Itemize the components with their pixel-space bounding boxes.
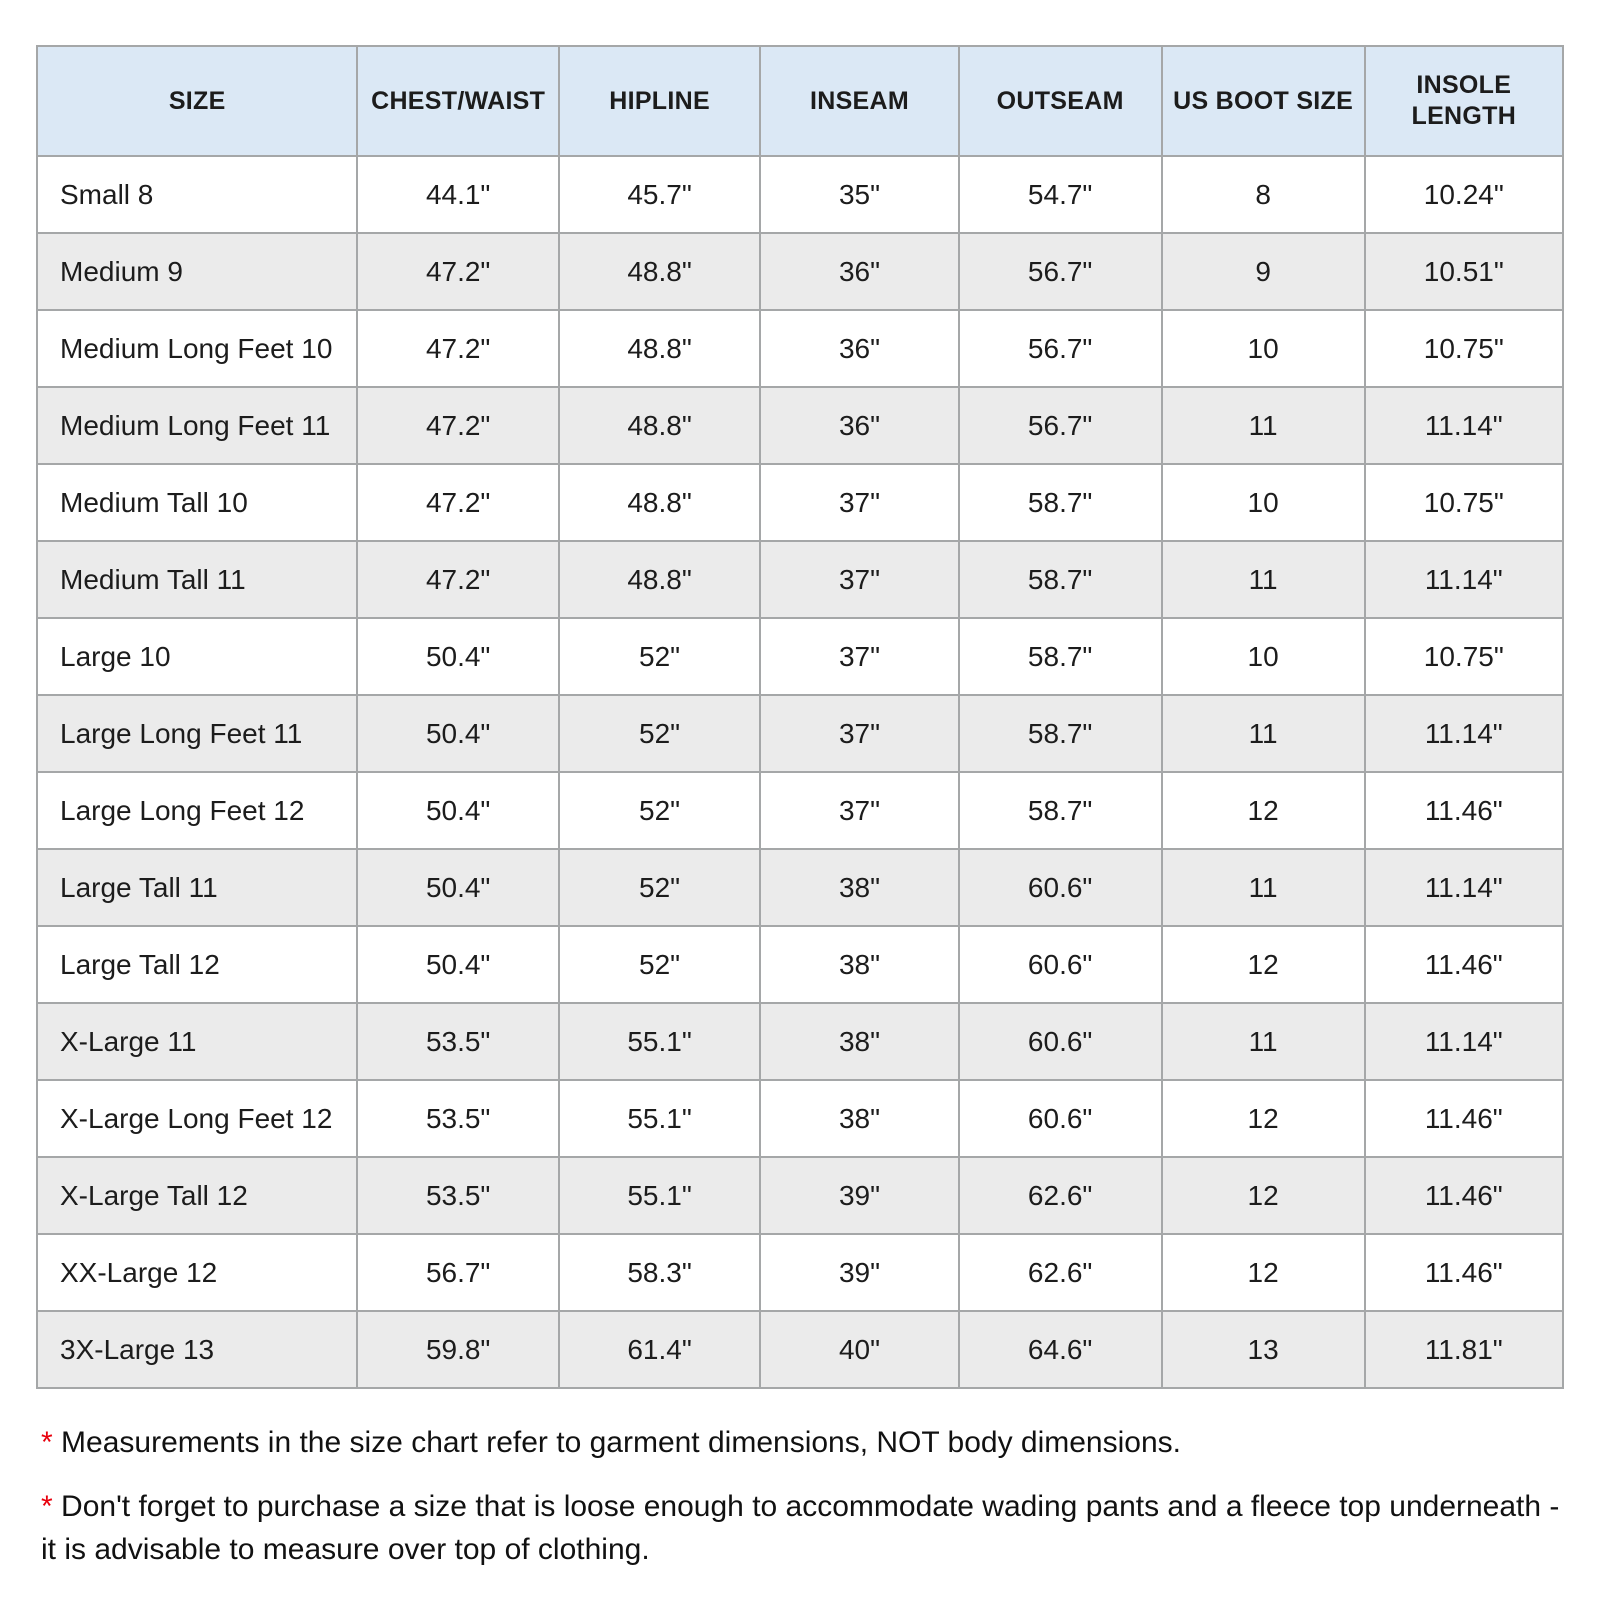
measurement-cell: 10.75" <box>1365 618 1563 695</box>
asterisk-marker: * <box>41 1489 53 1523</box>
measurement-cell: 37" <box>760 695 958 772</box>
measurement-cell: 55.1" <box>559 1157 760 1234</box>
table-row <box>37 849 1563 926</box>
measurement-cell: 50.4" <box>357 849 558 926</box>
footnote <box>41 1485 1565 1572</box>
table-row <box>37 387 1563 464</box>
column-header-hipline: HIPLINE <box>559 46 760 156</box>
measurement-cell: 37" <box>760 772 958 849</box>
header-row <box>37 46 1563 156</box>
measurement-cell: 35" <box>760 156 958 233</box>
measurement-cell: 37" <box>760 541 958 618</box>
measurement-cell: 62.6" <box>959 1157 1162 1234</box>
measurement-cell: 38" <box>760 926 958 1003</box>
table-body <box>37 156 1563 1388</box>
measurement-cell: 11.14" <box>1365 849 1563 926</box>
measurement-cell: 50.4" <box>357 695 558 772</box>
table-row <box>37 695 1563 772</box>
size-label-cell: Medium Long Feet 11 <box>37 387 357 464</box>
measurement-cell: 39" <box>760 1157 958 1234</box>
footnote-text: Measurements in the size chart refer to garment dimensions, NOT body dimensions. <box>61 1426 1181 1459</box>
size-label-cell: Large Tall 11 <box>37 849 357 926</box>
measurement-cell: 58.7" <box>959 464 1162 541</box>
measurement-cell: 40" <box>760 1311 958 1388</box>
measurement-cell: 11 <box>1162 541 1365 618</box>
size-label-cell: X-Large 11 <box>37 1003 357 1080</box>
measurement-cell: 61.4" <box>559 1311 760 1388</box>
table-row <box>37 310 1563 387</box>
measurement-cell: 39" <box>760 1234 958 1311</box>
measurement-cell: 58.7" <box>959 541 1162 618</box>
table-row <box>37 926 1563 1003</box>
measurement-cell: 64.6" <box>959 1311 1162 1388</box>
measurement-cell: 12 <box>1162 926 1365 1003</box>
measurement-cell: 58.7" <box>959 772 1162 849</box>
measurement-cell: 11 <box>1162 387 1365 464</box>
measurement-cell: 53.5" <box>357 1003 558 1080</box>
measurement-cell: 11 <box>1162 1003 1365 1080</box>
measurement-cell: 48.8" <box>559 387 760 464</box>
measurement-cell: 12 <box>1162 1157 1365 1234</box>
measurement-cell: 11.81" <box>1365 1311 1563 1388</box>
measurement-cell: 11 <box>1162 849 1365 926</box>
footnote-text: Don't forget to purchase a size that is loose enough to accommodate wading pants and a fleece top underneath - it is advisable to measure over top of clothing. <box>41 1489 1560 1566</box>
measurement-cell: 10.75" <box>1365 310 1563 387</box>
table-row <box>37 1234 1563 1311</box>
measurement-cell: 11.46" <box>1365 772 1563 849</box>
measurement-cell: 59.8" <box>357 1311 558 1388</box>
measurement-cell: 11.14" <box>1365 387 1563 464</box>
size-label-cell: Medium 9 <box>37 233 357 310</box>
size-label-cell: X-Large Tall 12 <box>37 1157 357 1234</box>
measurement-cell: 60.6" <box>959 926 1162 1003</box>
measurement-cell: 11.46" <box>1365 1234 1563 1311</box>
measurement-cell: 50.4" <box>357 772 558 849</box>
measurement-cell: 37" <box>760 618 958 695</box>
measurement-cell: 11.14" <box>1365 695 1563 772</box>
column-header-us-boot-size: US BOOT SIZE <box>1162 46 1365 156</box>
measurement-cell: 36" <box>760 233 958 310</box>
table-row <box>37 618 1563 695</box>
column-header-size: SIZE <box>37 46 357 156</box>
measurement-cell: 48.8" <box>559 233 760 310</box>
table-row <box>37 1157 1563 1234</box>
measurement-cell: 38" <box>760 1003 958 1080</box>
measurement-cell: 60.6" <box>959 849 1162 926</box>
measurement-cell: 11.14" <box>1365 1003 1563 1080</box>
measurement-cell: 47.2" <box>357 541 558 618</box>
measurement-cell: 11.46" <box>1365 1080 1563 1157</box>
measurement-cell: 58.7" <box>959 618 1162 695</box>
table-row <box>37 541 1563 618</box>
measurement-cell: 50.4" <box>357 618 558 695</box>
measurement-cell: 53.5" <box>357 1080 558 1157</box>
column-header-chest-waist: CHEST/WAIST <box>357 46 558 156</box>
measurement-cell: 10 <box>1162 618 1365 695</box>
table-row <box>37 1311 1563 1388</box>
measurement-cell: 47.2" <box>357 464 558 541</box>
measurement-cell: 47.2" <box>357 233 558 310</box>
measurement-cell: 38" <box>760 1080 958 1157</box>
size-label-cell: 3X-Large 13 <box>37 1311 357 1388</box>
measurement-cell: 48.8" <box>559 464 760 541</box>
measurement-cell: 10.51" <box>1365 233 1563 310</box>
measurement-cell: 44.1" <box>357 156 558 233</box>
footnote <box>41 1421 1565 1465</box>
measurement-cell: 38" <box>760 849 958 926</box>
measurement-cell: 36" <box>760 310 958 387</box>
size-label-cell: Medium Tall 11 <box>37 541 357 618</box>
measurement-cell: 9 <box>1162 233 1365 310</box>
measurement-cell: 47.2" <box>357 310 558 387</box>
measurement-cell: 48.8" <box>559 541 760 618</box>
measurement-cell: 55.1" <box>559 1080 760 1157</box>
size-label-cell: Large Long Feet 12 <box>37 772 357 849</box>
measurement-cell: 37" <box>760 464 958 541</box>
measurement-cell: 50.4" <box>357 926 558 1003</box>
measurement-cell: 12 <box>1162 1234 1365 1311</box>
measurement-cell: 8 <box>1162 156 1365 233</box>
measurement-cell: 10 <box>1162 310 1365 387</box>
measurement-cell: 58.3" <box>559 1234 760 1311</box>
measurement-cell: 54.7" <box>959 156 1162 233</box>
column-header-outseam: OUTSEAM <box>959 46 1162 156</box>
measurement-cell: 13 <box>1162 1311 1365 1388</box>
measurement-cell: 56.7" <box>959 233 1162 310</box>
measurement-cell: 48.8" <box>559 310 760 387</box>
measurement-cell: 11.46" <box>1365 1157 1563 1234</box>
measurement-cell: 52" <box>559 695 760 772</box>
measurement-cell: 11.46" <box>1365 926 1563 1003</box>
measurement-cell: 52" <box>559 772 760 849</box>
table-row <box>37 1003 1563 1080</box>
footnotes <box>36 1421 1565 1572</box>
measurement-cell: 52" <box>559 926 760 1003</box>
size-label-cell: Large 10 <box>37 618 357 695</box>
measurement-cell: 62.6" <box>959 1234 1162 1311</box>
measurement-cell: 52" <box>559 618 760 695</box>
measurement-cell: 10 <box>1162 464 1365 541</box>
size-label-cell: Large Tall 12 <box>37 926 357 1003</box>
measurement-cell: 52" <box>559 849 760 926</box>
table-row <box>37 1080 1563 1157</box>
measurement-cell: 53.5" <box>357 1157 558 1234</box>
table-row <box>37 156 1563 233</box>
column-header-inseam: INSEAM <box>760 46 958 156</box>
measurement-cell: 11 <box>1162 695 1365 772</box>
measurement-cell: 11.14" <box>1365 541 1563 618</box>
measurement-cell: 10.24" <box>1365 156 1563 233</box>
measurement-cell: 56.7" <box>959 387 1162 464</box>
asterisk-marker: * <box>41 1426 53 1459</box>
column-header-insole-length: INSOLE LENGTH <box>1365 46 1563 156</box>
measurement-cell: 60.6" <box>959 1080 1162 1157</box>
measurement-cell: 56.7" <box>959 310 1162 387</box>
measurement-cell: 47.2" <box>357 387 558 464</box>
size-chart-table <box>36 45 1564 1389</box>
size-label-cell: Large Long Feet 11 <box>37 695 357 772</box>
measurement-cell: 58.7" <box>959 695 1162 772</box>
size-label-cell: Small 8 <box>37 156 357 233</box>
table-row <box>37 233 1563 310</box>
measurement-cell: 10.75" <box>1365 464 1563 541</box>
size-label-cell: Medium Tall 10 <box>37 464 357 541</box>
measurement-cell: 12 <box>1162 772 1365 849</box>
measurement-cell: 55.1" <box>559 1003 760 1080</box>
measurement-cell: 56.7" <box>357 1234 558 1311</box>
size-label-cell: XX-Large 12 <box>37 1234 357 1311</box>
measurement-cell: 12 <box>1162 1080 1365 1157</box>
size-label-cell: X-Large Long Feet 12 <box>37 1080 357 1157</box>
measurement-cell: 45.7" <box>559 156 760 233</box>
table-row <box>37 464 1563 541</box>
table-row <box>37 772 1563 849</box>
measurement-cell: 60.6" <box>959 1003 1162 1080</box>
size-label-cell: Medium Long Feet 10 <box>37 310 357 387</box>
measurement-cell: 36" <box>760 387 958 464</box>
